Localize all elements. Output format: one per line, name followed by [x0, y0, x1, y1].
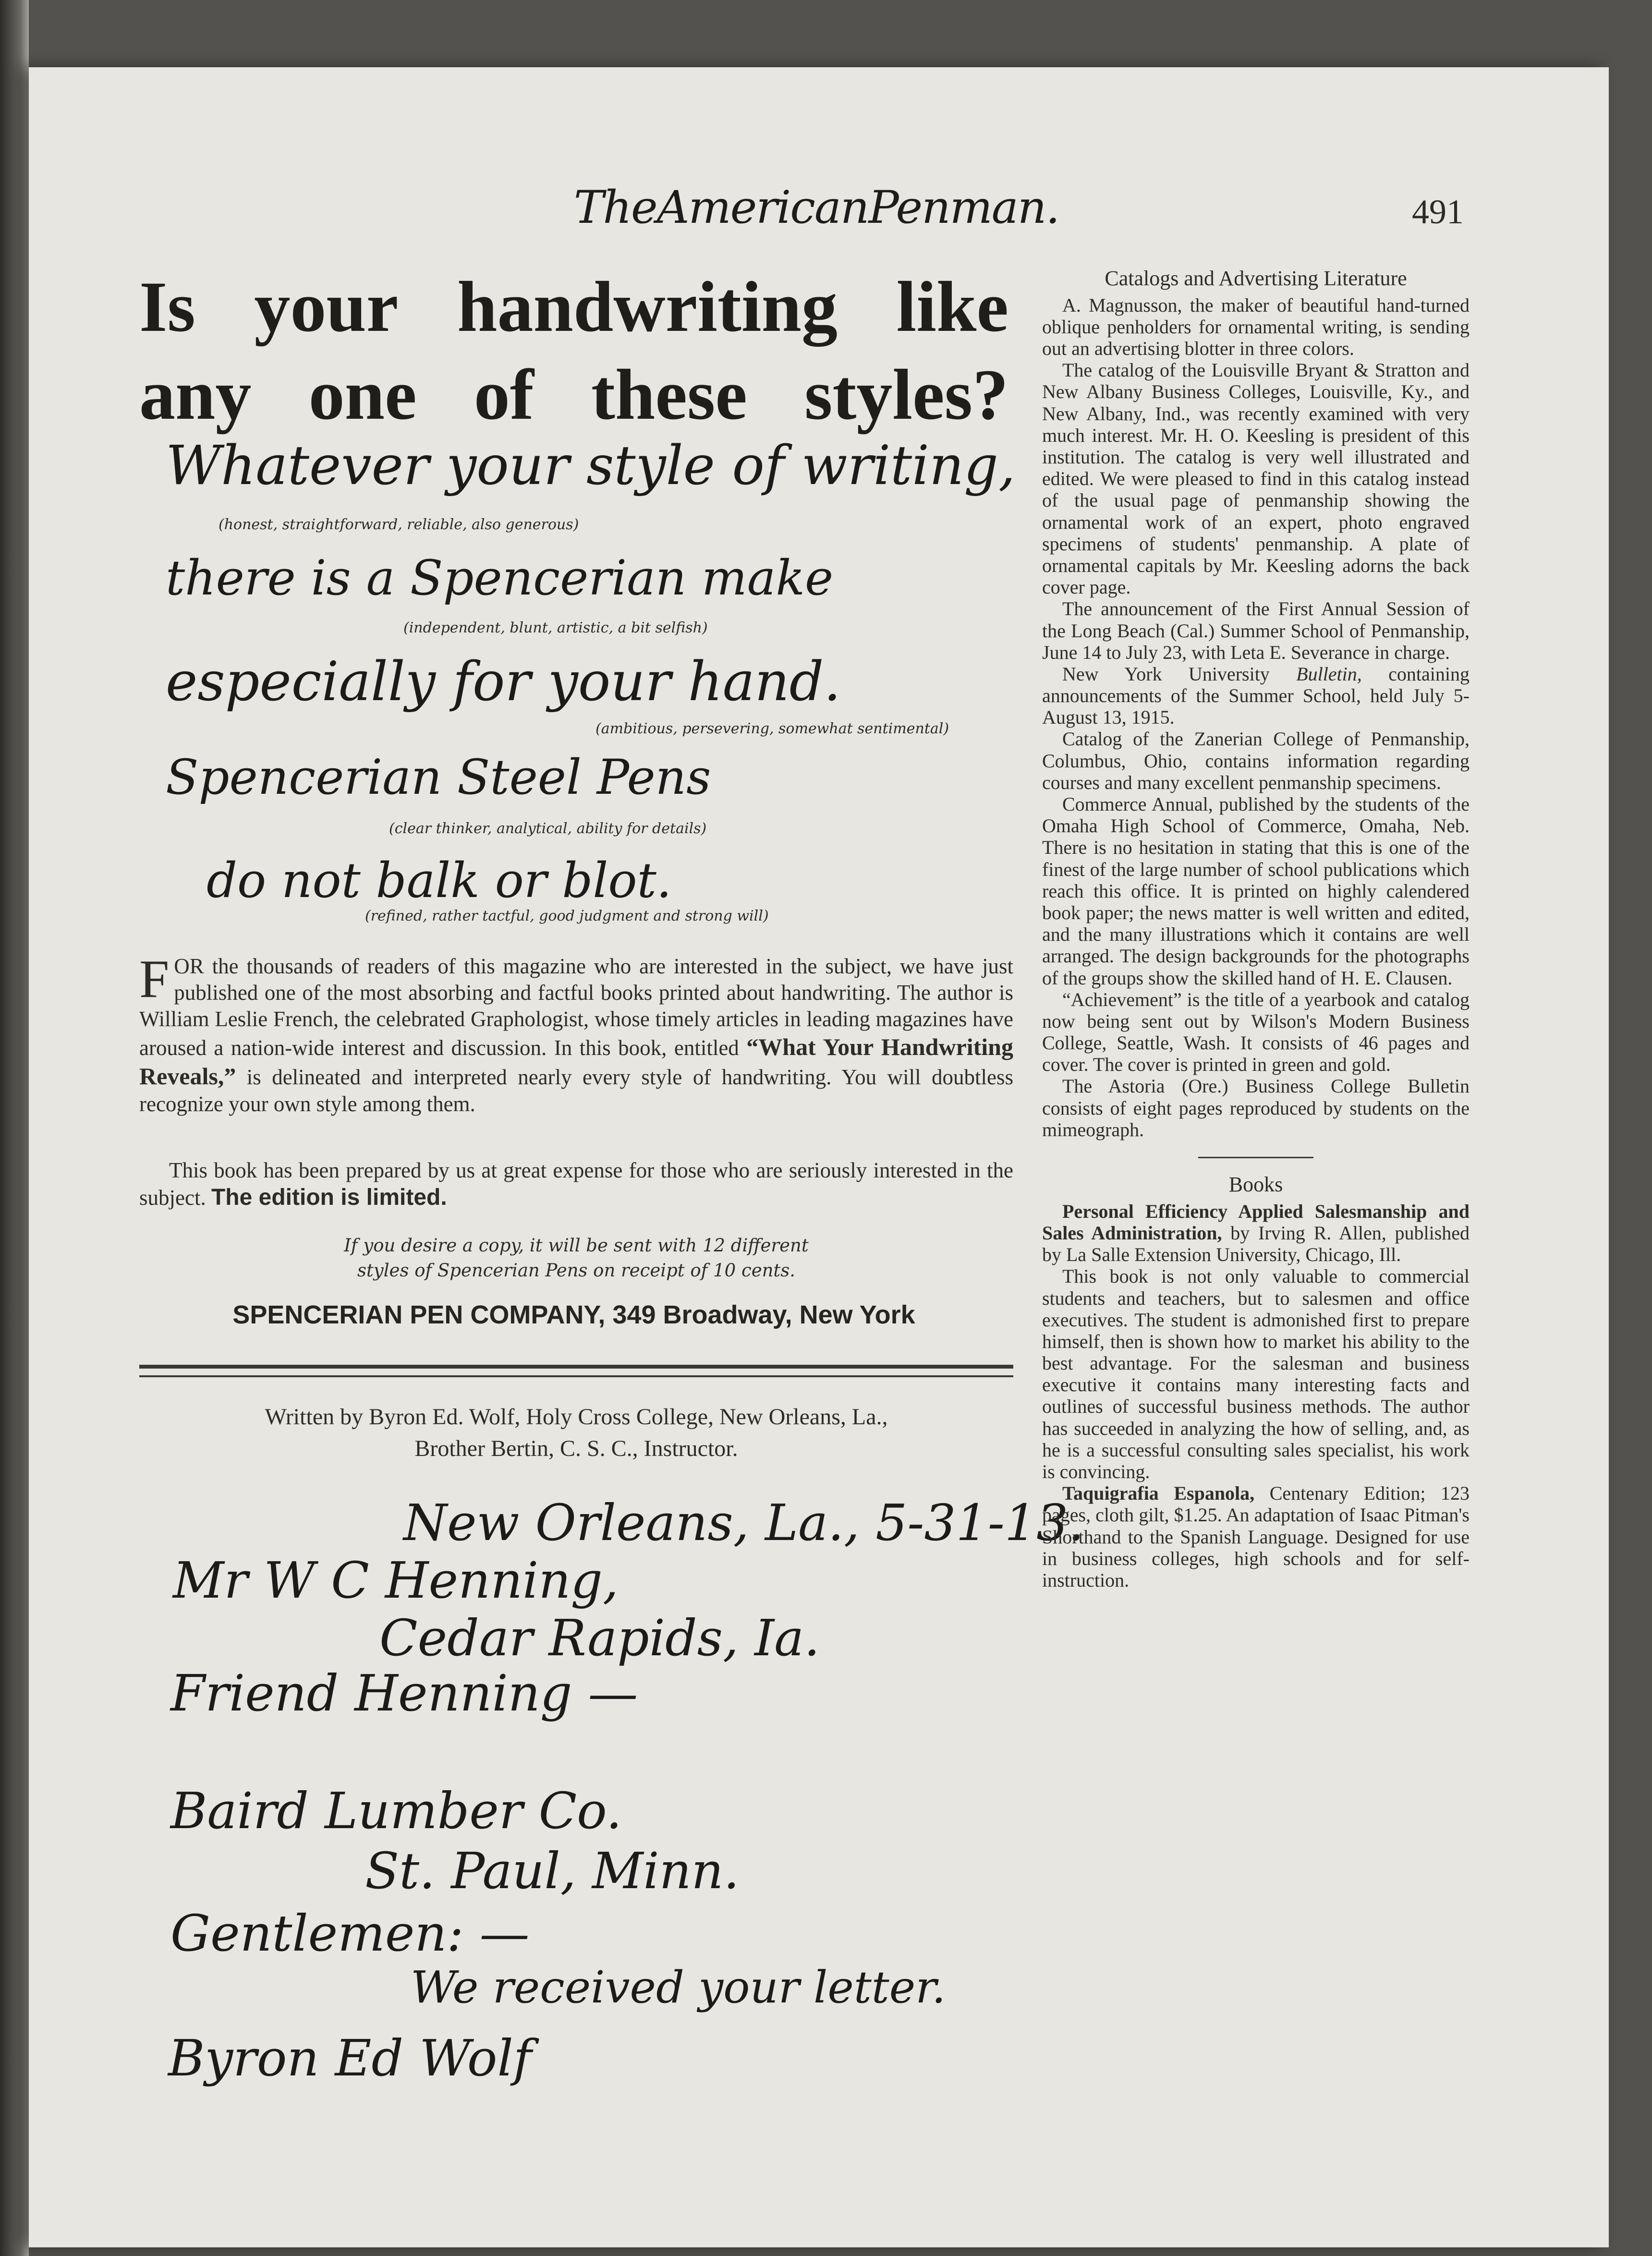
section-divider [1198, 1157, 1313, 1158]
credit-line: Written by Byron Ed. Wolf, Holy Cross College, New Orleans, La., [265, 1404, 888, 1430]
headline-word: one [308, 355, 417, 435]
ad-paragraph-2 [139, 1157, 1013, 1212]
section-heading: Books [1228, 1173, 1283, 1197]
catalog-item: The announcement of the First Annual Session of the Long Beach (Cal.) Summer School of Penmanship, June 14 to July 23, with Leta E. Severance in charge. [1042, 598, 1470, 663]
catalog-item: Catalog of the Zanerian College of Penmanship, Columbus, Ohio, contains information regarding courses and many excellent penmanship specimens. [1042, 728, 1470, 793]
headline-word: these [591, 355, 747, 435]
sample-caption-5: (refined, rather tactful, good judgment and strong will) [365, 908, 769, 924]
headline-word: styles? [804, 355, 1008, 435]
book-item: This book is not only valuable to commercial students and teachers, but to salesmen and office executives. The student is admonished first to prepare himself, then is shown how to market his ability to the best advantage. For the salesman and business executive it contains many interesting facts and outlines of successful business methods. The author has succeeded in analyzing the how of selling, and, as he is a successful consulting sales specialist, his work is convincing. [1042, 1265, 1470, 1482]
italic-text: Bulletin, [1296, 663, 1362, 685]
edition-limited: The edition is limited. [211, 1184, 447, 1210]
headline-word: handwriting [457, 267, 838, 347]
sample-caption-1: (honest, straightforward, reliable, also generous) [219, 516, 579, 533]
letter-line: Mr W C Henning, [173, 1551, 619, 1610]
sample-script-1: Whatever your style of writing, [166, 435, 1016, 497]
ad-text: OR the thousands of readers of this magazine who are interested in the subject, we have just published one of the most absorbing and factful books printed about handwriting. The author is William Leslie French, the celebrated Graphologist, whose timely articles in leading magazines have aroused a nation-wide interest and discussion. In this book, entitled [139, 954, 1013, 1060]
headline-word: of [474, 355, 534, 435]
catalog-item: Commerce Annual, published by the students of the Omaha High School of Commerce, Omaha, Neb. There is no hesitation in stating that this is one of the finest of the large number of school publications which reach this office. It is printed on highly calendered book paper; the news matter is well written and edited, and the many illustrations which it contains are well arranged. The design backgrounds for the photographs of the groups show the skilled hand of H. E. Clausen. [1042, 793, 1470, 989]
catalog-item: The catalog of the Louisville Bryant & Stratton and New Albany Business Colleges, Louisville, Ky., and New Albany, Ind., was recently examined with very much interest. Mr. H. O. Keesling is president of this institution. The catalog is very well illustrated and edited. We were pleased to find in this catalog instead of the usual page of penmanship showing the ornamental work of an expert, photo engraved specimens of students' penmanship. A plate of ornamental capitals by Mr. Keesling adorns the back cover page. [1042, 359, 1470, 598]
ad-text: This book has been prepared by us at great expense for those who are seriously interested in the subject. [139, 1158, 1013, 1210]
text: by Irving R. Allen, published by La Salle Extension University, Chicago, Ill. [1042, 1222, 1470, 1266]
section-heading: Catalogs and Advertising Literature [1105, 267, 1407, 290]
specimen-credit [139, 1401, 1013, 1465]
headline-word: Is [139, 267, 195, 347]
sample-caption-4: (clear thinker, analytical, ability for details) [389, 820, 707, 837]
book-title: Taquigrafia Espanola, [1062, 1482, 1255, 1504]
ad-headline [139, 263, 1008, 439]
offer-text [139, 1233, 1013, 1283]
catalog-item: “Achievement” is the title of a yearbook and catalog now being sent out by Wilson's Modern Business College, Seattle, Wash. It consists of 46 pages and cover. The cover is printed in green and gold. [1042, 988, 1470, 1076]
offer-line: If you desire a copy, it will be sent with 12 different [344, 1235, 809, 1256]
book-title: “What Your Handwriting Reveals,” [139, 1033, 1013, 1090]
catalog-item: A. Magnusson, the maker of beautiful hand-turned oblique penholders for ornamental writing, is sending out an advertising blotter in three colors. [1042, 294, 1470, 360]
ad-paragraph-1 [139, 949, 1014, 1117]
letter-line: Cedar Rapids, Ia. [379, 1609, 820, 1667]
book-item [1042, 1482, 1470, 1591]
sample-script-5: do not balk or blot. [206, 852, 672, 909]
right-column [1042, 267, 1470, 1591]
headline-word: your [254, 267, 399, 347]
letter-line: St. Paul, Minn. [365, 1842, 740, 1900]
ad-text: is delineated and interpreted nearly every style of handwriting. You will doubtless recognize your own style among them. [139, 1065, 1014, 1116]
offer-line: styles of Spencerian Pens on receipt of 10 cents. [357, 1260, 796, 1281]
letter-line: Friend Henning — [170, 1664, 638, 1722]
text: Centenary Edition; 123 pages, cloth gilt, $1.25. An adaptation of Isaac Pitman's Shorthand to the Spanish Language. Designed for use in business colleges, high schools and for self-instruction. [1042, 1482, 1470, 1591]
sample-script-4: Spencerian Steel Pens [166, 749, 711, 805]
headline-word: like [896, 267, 1008, 347]
double-rule-bottom [139, 1375, 1013, 1377]
book-item [1042, 1201, 1470, 1266]
signature: Byron Ed Wolf [168, 2029, 532, 2087]
page-number: 491 [1412, 193, 1464, 231]
drop-cap: F [139, 949, 170, 1009]
catalog-item [1042, 663, 1470, 728]
headline-word: any [139, 355, 252, 435]
masthead: TheAmericanPenman. [573, 182, 1059, 234]
catalog-item: The Astoria (Ore.) Business College Bulletin consists of eight pages reproduced by students on the mimeograph. [1042, 1075, 1470, 1140]
letter-line: We received your letter. [411, 1962, 946, 2013]
sample-script-3: especially for your hand. [166, 651, 841, 713]
sample-script-2: there is a Spencerian make [166, 550, 834, 606]
book-spine [0, 0, 29, 2256]
letter-line: New Orleans, La., 5-31-13. [403, 1493, 1084, 1552]
text: containing announcements of the Summer School, held July 5-August 13, 1915. [1042, 663, 1470, 728]
book-title: Personal Efficiency Applied Salesmanship and Sales Administration, [1042, 1200, 1470, 1244]
letter-line: Baird Lumber Co. [170, 1782, 622, 1840]
company-name: SPENCERIAN PEN COMPANY, 349 Broadway, New York [232, 1300, 915, 1329]
text: New York University [1062, 663, 1270, 685]
sample-caption-2: (independent, blunt, artistic, a bit selfish) [403, 619, 708, 636]
double-rule-top [139, 1365, 1013, 1369]
credit-line: Brother Bertin, C. S. C., Instructor. [414, 1436, 738, 1462]
letter-line: Gentlemen: — [170, 1904, 530, 1963]
sample-caption-3: (ambitious, persevering, somewhat sentimental) [595, 720, 949, 737]
